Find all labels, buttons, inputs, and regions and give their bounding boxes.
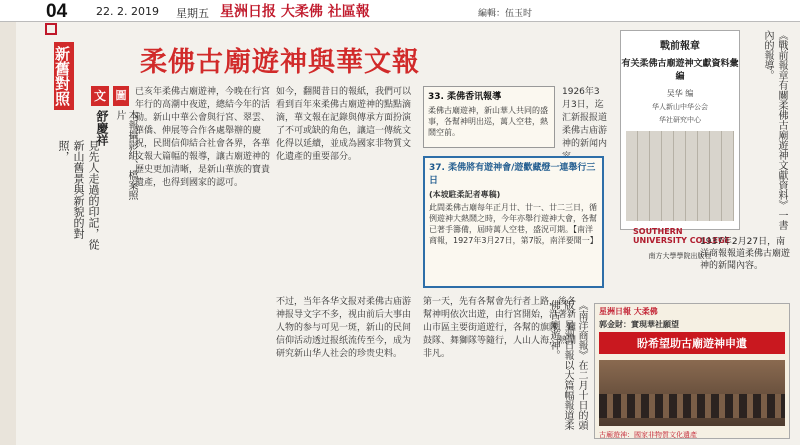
author-name: 舒慶祥: [95, 110, 109, 146]
university-logo: SOUTHERN UNIVERSITY COLLEGE: [633, 227, 731, 245]
page-header: [0, 0, 800, 22]
date-caption-1926: 1926年3月3日，迄汇新报报道柔佛古庙游神的新闻内: [562, 87, 608, 149]
weekday: 星期五: [176, 7, 209, 20]
clipping-33-title: 33. 柔佛香讯報導: [428, 92, 502, 102]
article-headline: 柔佛古廟遊神與華文報: [140, 47, 420, 78]
book-title: 戰前報章: [660, 41, 700, 52]
clipping-33: [423, 86, 555, 148]
book-author: 吴华 编: [666, 89, 694, 98]
book-subtitle: 有关柔佛古廟遊神文獻資料彙編: [621, 59, 739, 82]
article-column-3: 第一天，先有各幫會先行者上路，後各幫神明依次出遊，由行宮開始，沿著新山市區主要街道遊行，各幫的旗隊、鑼鼓隊、舞獅隊等隨行，人山人海，熱鬧非凡。: [423, 297, 577, 359]
caption-1937: 1937年2月27日，南洋商報報道柔佛古廟遊神的新聞內容。: [700, 237, 791, 271]
article-column-2: 如今，翻閱昔日的報紙，我們可以看到百年來柔佛古廟遊神的點點滴滴，華文報在記錄與傳承方面扮演了不可或缺的角色，讓這一傳統文化得以延續，並成為國家非物質文化遺產的重要部分。: [276, 87, 412, 162]
clipping-37-subtitle: (本坡駐柔記者專稿): [429, 190, 501, 199]
page-number: 04: [46, 1, 68, 22]
clipping-masthead: 星洲日報 大柔佛: [599, 307, 658, 316]
clipping-37: [423, 156, 604, 288]
newspaper-brand: 星洲日报 大柔佛 社區報: [220, 4, 370, 20]
book-publisher: 南方大學學院出版社: [648, 252, 712, 260]
book-cover-image: [626, 131, 734, 221]
photo-credit: 本報攝影組、檔案照片: [114, 110, 137, 200]
clipping-headline: 盼希望助古廟遊神申遺: [599, 332, 785, 354]
photo-badge: 圖: [113, 86, 129, 106]
book-org-1: 华人新山中华公会: [652, 103, 708, 111]
clipping-37-body: 此間柔佛古廟每年正月廿、廿一、廿二三日，循例遊神大熱鬧之時，今年亦舉行遊神大會，各幫已著手籌備，屆時萬人空巷，盛況可期。【南洋商報，1927年3月27日，第7版，南洋要聞一】: [429, 203, 598, 245]
section-kicker: 新舊對照: [54, 42, 74, 110]
caption-book: 《戰前報章有關柔佛古廟遊神文獻資料》一書內的報導。: [762, 30, 787, 230]
corner-ornament-icon: [45, 23, 57, 35]
book-org-2: 华社研究中心: [659, 116, 701, 124]
caption-nanyang: 《南洋商報》在二月十日的頭版，星洲日報以大篇幅報道柔佛古廟遊神。: [548, 300, 587, 430]
clipping-photo: [599, 360, 785, 426]
editor-credit: 編輯：伍玉时: [478, 9, 533, 19]
clipping-newspaper: [594, 303, 790, 439]
article-column-4: 不过，当年各华文报对柔佛古庙游神报导文字不多，视由前后大事由人物的参与可见一斑，新山的民间信仰活动透过报纸流传至今，成为研究新山华人社会的珍贵史料。: [276, 297, 412, 359]
issue-date: 22. 2. 2019: [96, 5, 159, 18]
book-cover: [620, 30, 740, 260]
section-kicker-subtitle: 見先人走過的印記，從新山舊景與新貌的對照，: [57, 140, 100, 250]
clipping-33-body: 柔佛古廟遊神，新山華人共同的盛事，各幫神明出巡，萬人空巷，熱鬧空前。: [428, 106, 548, 137]
clipping-note: 古廟遊神：國家非物質文化遺產: [599, 431, 697, 439]
clipping-byline: 郭金財：實現華社願望: [599, 320, 679, 329]
article-column-1: 已亥年柔佛古廟遊神，今晚在行宮年行的高潮中夜遊，總結今年的活動。新山中華公會與行宮、翠雲、華僑、伸展等合作各處舉辦的慶祝，民間信仰結合社會各界，各華文報大篇幅的報導，讓古廟遊神的歷史更加清晰，是新山華族的寶貴遺產，也得到國家的認可。: [135, 87, 271, 188]
page-gutter: [0, 0, 16, 445]
clipping-37-title: 37. 柔佛將有遊神會/遊歡藏燈一連舉行三日: [429, 163, 596, 186]
text-badge: 文: [91, 86, 109, 106]
